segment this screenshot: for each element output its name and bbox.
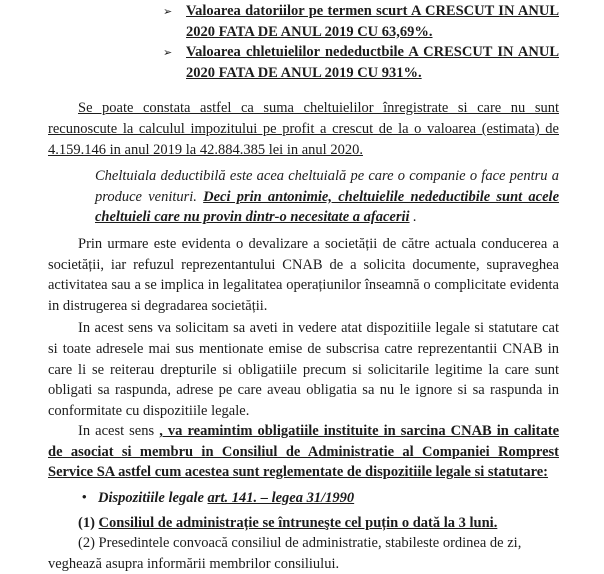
paragraph-prin-urmare: Prin urmare este evidenta o devalizare a societății de către actuala conducerea a societății, iar refuzul reprezentantului CNAB de a solicita documente, supraveghea activitatea sau a se implica in legalitatea operațiunilor înseamnă o complicitate evidenta in distrugerea si degradarea societății. [48, 235, 559, 314]
arrow-bullet-icon: ➢ [163, 5, 173, 18]
arrow-item-text: Valoarea datoriilor pe termen scurt A CRESCUT IN ANUL 2020 FATA DE ANUL 2019 CU 63,69%. [186, 3, 559, 40]
quote-normal-text: Cheltuiala deductibilă este acea cheltuială pe care o companie o face pentru a produce venituri. [95, 168, 559, 205]
paragraph-constatare [48, 98, 559, 160]
legal-bullet-reference: art. 141. – legea 31/1990 [207, 490, 355, 507]
legal-item-1 [48, 513, 559, 534]
paragraph-solicitare: In acest sens va solicitam sa aveti in vedere atat dispozitiile legale si statutare cat si toate adresele mai sus mentionate emise de subscrisa catre reprezentantii CNAB in care li se reiterau drepturile si obligatiile precum si solicitarile legitime la care sunt obligati sa raspunda, adrese pe care aveau obligatia sa nu le ignore si sa raspunda in conformitate cu dispozitiile legale. [48, 320, 559, 419]
legal-item-1-text: Consiliul de administrație se întruneşte cel puțin o dată la 3 luni. [98, 514, 498, 531]
legal-item-1-number: (1) [78, 514, 99, 531]
quote-period: . [413, 209, 417, 226]
legal-item-2-number: (2) [78, 535, 99, 552]
arrow-list [163, 1, 559, 83]
arrow-list-item [163, 1, 559, 42]
legal-reference-bullet [82, 488, 559, 509]
arrow-list-item [163, 42, 559, 83]
bullet-dot-icon: • [82, 489, 87, 505]
reamintire-emphasis-text: , va reamintim obligatiile instituite in sarcina CNAB in calitate de asociat si membru in Consiliul de Administratie al Companiei Romprest Service SA astfel cum acestea sunt reglementate de dispozitiile legale si statutare: [48, 423, 560, 481]
arrow-item-text: Valoarea chletuielilor nedeductbile A CRESCUT IN ANUL 2020 FATA DE ANUL 2019 CU 931%. [186, 44, 559, 81]
reamintire-normal-text: In acest sens [78, 423, 155, 440]
legal-bullet-label: Dispozitiile legale [98, 490, 208, 507]
paragraph-reamintire [48, 421, 559, 483]
paragraph-constatare-text: Se poate constata astfel ca suma cheltuielilor înregistrate si care nu sunt recunoscute la calculul impozitului pe profit a crescut de la o valoarea (estimata) de 4.159.146 in anul 2019 la 42.884.385 lei in anul 2020. [48, 100, 559, 158]
quote-paragraph [95, 166, 559, 228]
legal-item-2-text: Presedintele convoacă consiliul de administratie, stabileste ordinea de zi, veghează asupra informării membrilor consiliului. [48, 535, 522, 572]
arrow-bullet-icon: ➢ [163, 46, 173, 60]
quote-emphasis-text: Deci prin antonimie, cheltuielile nedeductibile sunt acele cheltuieli care nu provin dintr-o necesitate a afacerii [95, 188, 560, 226]
legal-item-2 [48, 533, 559, 574]
